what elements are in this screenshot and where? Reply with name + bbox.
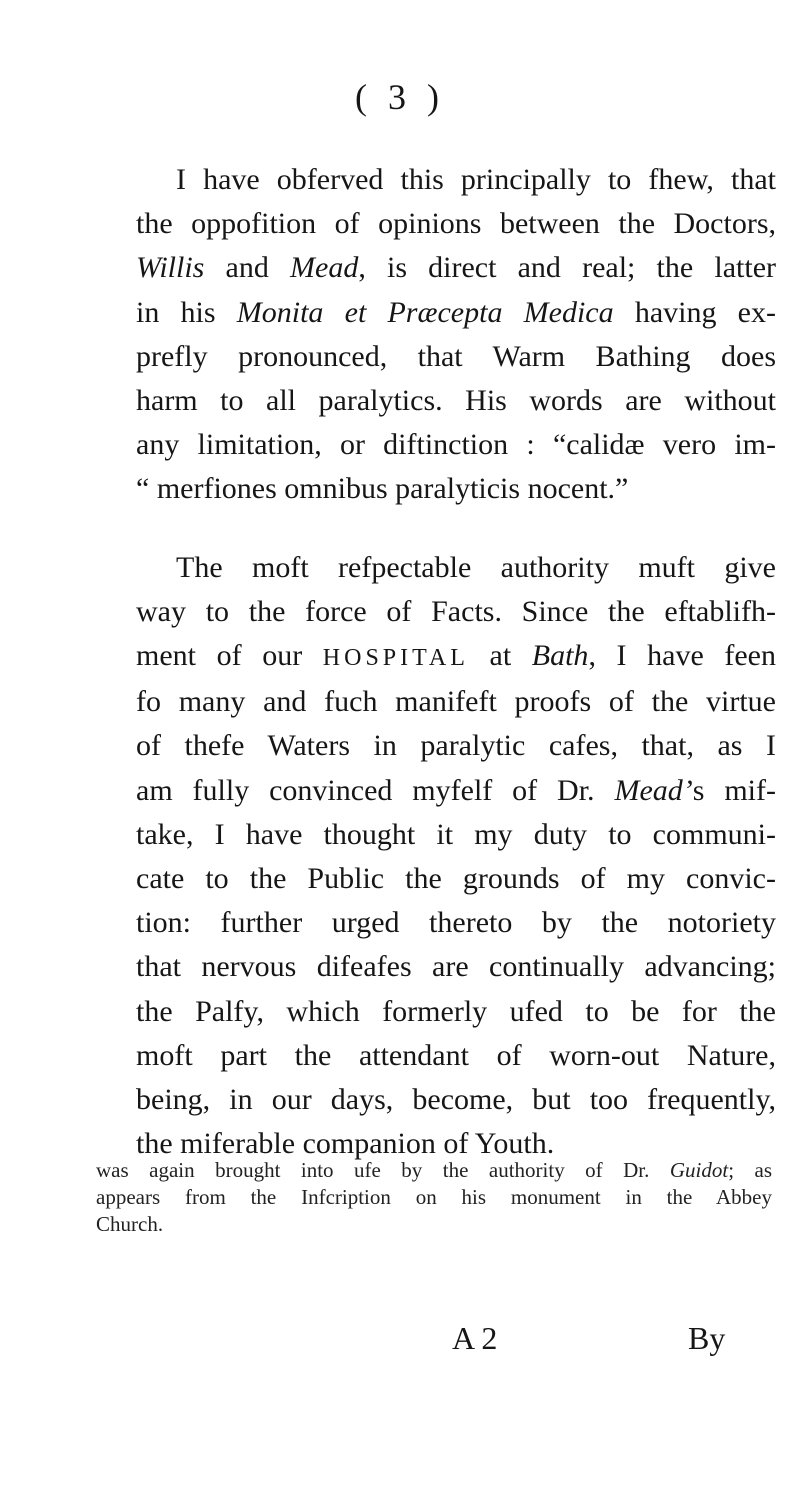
footnote-line bbox=[96, 1157, 772, 1184]
text-line: tion: further urged thereto by the notoriety bbox=[136, 906, 776, 940]
text-line: any limitation, or diftinction : “calidæ vero im- bbox=[136, 428, 776, 462]
text-line: prefly pronounced, that Warm Bathing does bbox=[136, 339, 776, 373]
text-fragment: was again brought into ufe by the authority of Dr. bbox=[96, 1158, 670, 1182]
text-line bbox=[96, 246, 776, 290]
text-fragment: having ex- bbox=[613, 295, 776, 329]
place-bath: Bath bbox=[531, 639, 589, 673]
catchword: By bbox=[688, 1320, 726, 1356]
text-line: the oppofition of opinions between the Doctors, bbox=[136, 207, 776, 241]
text-line bbox=[96, 634, 776, 680]
text-fragment: s mif- bbox=[692, 773, 776, 807]
page-number: ( 3 ) bbox=[355, 77, 445, 117]
book-title: Monita et Præcepta Medica bbox=[236, 295, 614, 329]
text-line: of thefe Waters in paralytic cafes, that, as I bbox=[136, 729, 776, 763]
text-line: that nervous difeafes are continually advancing; bbox=[136, 950, 776, 984]
name-guidot: Guidot bbox=[669, 1158, 729, 1182]
text-line: the Palfy, which formerly ufed to be for the bbox=[136, 994, 776, 1028]
text-fragment: am fully convinced myfelf of Dr. bbox=[136, 773, 615, 807]
hospital-smallcaps: HOSPITAL bbox=[322, 645, 469, 672]
text-line: the miferable companion of Youth. bbox=[136, 1127, 555, 1161]
text-line bbox=[96, 291, 776, 335]
text-fragment: ment of our bbox=[136, 639, 323, 673]
footnote-line: Church. bbox=[96, 1212, 164, 1236]
text-line: take, I have thought it my duty to communi- bbox=[136, 817, 776, 851]
main-text bbox=[136, 158, 776, 1166]
text-fragment: , I have feen bbox=[588, 639, 777, 673]
text-fragment: at bbox=[468, 639, 532, 673]
text-line: fo many and fuch manifeft proofs of the virtue bbox=[136, 685, 776, 719]
text-fragment: , is direct and real; the latter bbox=[358, 251, 776, 285]
text-line: way to the force of Facts. Since the eftablifh- bbox=[136, 594, 776, 628]
footnote bbox=[96, 1157, 772, 1238]
text-line bbox=[96, 769, 776, 813]
text-fragment: and bbox=[204, 251, 291, 285]
paragraph-1 bbox=[136, 158, 776, 512]
name-mead: Mead’ bbox=[614, 773, 693, 807]
text-line: cate to the Public the grounds of my convic- bbox=[136, 862, 776, 896]
printer-signature: A 2 bbox=[452, 1320, 498, 1356]
text-line: I have obferved this principally to fhew, that bbox=[176, 163, 776, 196]
text-fragment: in his bbox=[136, 295, 237, 329]
paragraph-2 bbox=[136, 546, 776, 1167]
text-line: “ merfiones omnibus paralyticis nocent.” bbox=[136, 472, 629, 506]
text-line: moft part the attendant of worn-out Nature, bbox=[136, 1038, 776, 1072]
text-line: The moft refpectable authority muft give bbox=[176, 550, 776, 584]
name-mead: Mead bbox=[290, 251, 359, 285]
footnote-line: appears from the Infcription on his monument in the Abbey bbox=[96, 1185, 772, 1209]
name-willis: Willis bbox=[136, 251, 205, 285]
text-line: harm to all paralytics. His words are without bbox=[136, 384, 776, 418]
text-line: being, in our days, become, but too frequently, bbox=[136, 1083, 776, 1117]
text-fragment: ; as bbox=[728, 1158, 772, 1182]
